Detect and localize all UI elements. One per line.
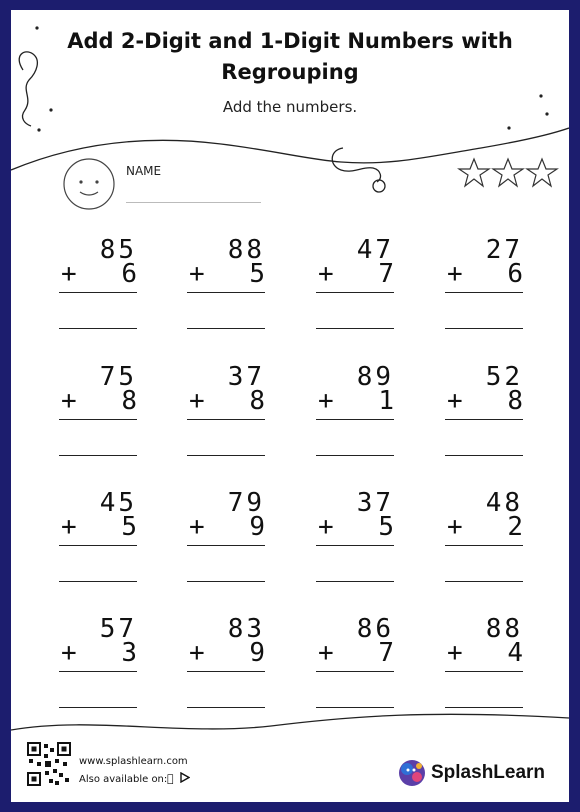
plus-sign: + [61, 386, 77, 416]
sum-rule [316, 545, 394, 546]
bottom-addend: 8 [121, 386, 137, 416]
qr-code-icon [27, 742, 71, 786]
bottom-addend: 4 [507, 638, 523, 668]
circle-doodle [373, 180, 385, 192]
bottom-addend: 6 [507, 259, 523, 289]
worksheet-title [11, 26, 569, 88]
top-addend: 83 [227, 614, 265, 644]
sum-rule [187, 671, 265, 672]
bottom-addend: 5 [249, 259, 265, 289]
answer-line[interactable] [445, 581, 523, 582]
addition-problem [316, 363, 396, 453]
answer-line[interactable] [59, 581, 137, 582]
answer-line[interactable] [59, 455, 137, 456]
plus-sign: + [61, 259, 77, 289]
answer-line[interactable] [187, 707, 265, 708]
sum-rule [445, 671, 523, 672]
bottom-addend: 1 [378, 386, 394, 416]
top-addend: 88 [227, 235, 265, 265]
addition-problem [187, 236, 267, 326]
smiley-face-icon [61, 156, 117, 212]
addition-problem [59, 615, 139, 705]
splashlearn-logo-icon [395, 755, 429, 789]
star-icon [493, 159, 523, 186]
addition-problem [59, 236, 139, 326]
bottom-addend: 6 [121, 259, 137, 289]
brand-name: SplashLearn [431, 762, 546, 783]
addition-problem [316, 489, 396, 579]
bottom-addend: 5 [121, 512, 137, 542]
name-field-line[interactable] [126, 202, 261, 203]
sum-rule [59, 292, 137, 293]
title-line-1: Add 2-Digit and 1-Digit Numbers with [67, 29, 513, 53]
hook-doodle [332, 148, 380, 182]
sum-rule [59, 545, 137, 546]
plus-sign: + [318, 386, 334, 416]
top-addend: 79 [227, 488, 265, 518]
bottom-addend: 9 [249, 512, 265, 542]
sum-rule [59, 671, 137, 672]
plus-sign: + [318, 512, 334, 542]
addition-problem [445, 615, 525, 705]
website-link[interactable]: www.splashlearn.com [79, 756, 188, 767]
answer-line[interactable] [316, 455, 394, 456]
top-addend: 45 [99, 488, 137, 518]
answer-line[interactable] [316, 328, 394, 329]
title-line-2: Regrouping [221, 60, 359, 84]
top-addend: 37 [227, 362, 265, 392]
plus-sign: + [61, 638, 77, 668]
plus-sign: + [61, 512, 77, 542]
play-store-icon[interactable] [180, 772, 190, 783]
plus-sign: + [189, 638, 205, 668]
bottom-addend: 2 [507, 512, 523, 542]
plus-sign: + [189, 259, 205, 289]
top-addend: 47 [356, 235, 394, 265]
bottom-addend: 5 [378, 512, 394, 542]
star-icon [527, 159, 557, 186]
answer-line[interactable] [187, 581, 265, 582]
bottom-addend: 3 [121, 638, 137, 668]
addition-problem [187, 363, 267, 453]
available-on-label: Also available on: [79, 774, 168, 785]
addition-problem [59, 363, 139, 453]
apple-icon[interactable] [167, 772, 174, 785]
plus-sign: + [189, 386, 205, 416]
addition-problem [445, 489, 525, 579]
rating-stars [457, 156, 567, 190]
top-addend: 88 [485, 614, 523, 644]
plus-sign: + [189, 512, 205, 542]
bottom-addend: 8 [507, 386, 523, 416]
answer-line[interactable] [59, 707, 137, 708]
instruction-text: Add the numbers. [222, 98, 358, 116]
plus-sign: + [318, 638, 334, 668]
plus-sign: + [447, 386, 463, 416]
sum-rule [316, 419, 394, 420]
top-addend: 37 [356, 488, 394, 518]
sparkle-dot [37, 128, 40, 131]
sum-rule [59, 419, 137, 420]
bottom-addend: 7 [378, 638, 394, 668]
answer-line[interactable] [187, 455, 265, 456]
sum-rule [187, 419, 265, 420]
answer-line[interactable] [59, 328, 137, 329]
bottom-addend: 7 [378, 259, 394, 289]
sparkle-dot [507, 126, 510, 129]
sum-rule [445, 545, 523, 546]
addition-problem [187, 615, 267, 705]
answer-line[interactable] [445, 707, 523, 708]
sum-rule [187, 545, 265, 546]
answer-line[interactable] [445, 328, 523, 329]
top-addend: 85 [99, 235, 137, 265]
name-label: NAME [126, 164, 162, 178]
top-addend: 48 [485, 488, 523, 518]
plus-sign: + [447, 512, 463, 542]
addition-problem [187, 489, 267, 579]
addition-problem [59, 489, 139, 579]
answer-line[interactable] [187, 328, 265, 329]
addition-problem [316, 615, 396, 705]
addition-problem [445, 363, 525, 453]
top-addend: 86 [356, 614, 394, 644]
bottom-addend: 9 [249, 638, 265, 668]
answer-line[interactable] [445, 455, 523, 456]
plus-sign: + [447, 638, 463, 668]
top-addend: 75 [99, 362, 137, 392]
sum-rule [445, 419, 523, 420]
sum-rule [187, 292, 265, 293]
top-addend: 27 [485, 235, 523, 265]
addition-problem [445, 236, 525, 326]
top-addend: 52 [485, 362, 523, 392]
answer-line[interactable] [316, 581, 394, 582]
top-addend: 89 [356, 362, 394, 392]
sum-rule [316, 671, 394, 672]
top-addend: 57 [99, 614, 137, 644]
plus-sign: + [447, 259, 463, 289]
star-icon [459, 159, 489, 186]
sum-rule [445, 292, 523, 293]
bottom-addend: 8 [249, 386, 265, 416]
answer-line[interactable] [316, 707, 394, 708]
store-icons [167, 772, 190, 785]
sum-rule [316, 292, 394, 293]
plus-sign: + [318, 259, 334, 289]
addition-problem [316, 236, 396, 326]
worksheet-page [11, 10, 569, 802]
bottom-wave [11, 714, 569, 730]
